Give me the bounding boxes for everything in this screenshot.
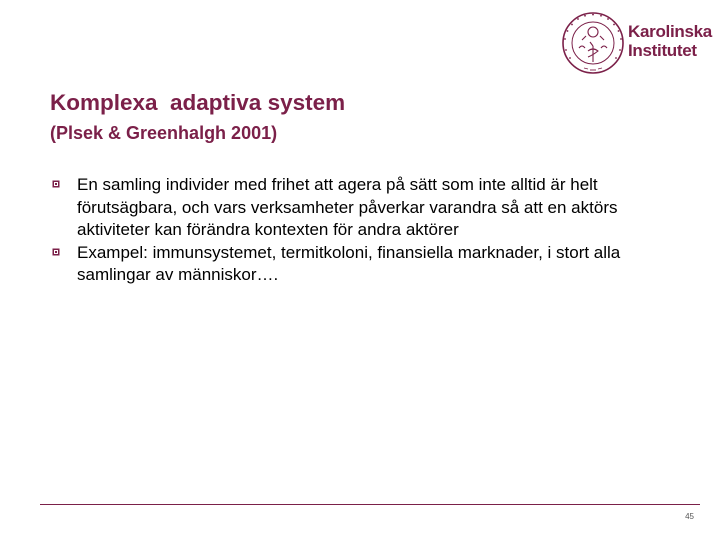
logo-line-2: Institutet xyxy=(628,41,697,60)
karolinska-seal-icon xyxy=(560,10,626,76)
bullet-item xyxy=(50,242,660,287)
bullet-text: Exampel: immunsystemet, termitkoloni, finansiella marknader, i stort alla samlingar av människor…. xyxy=(77,242,621,285)
slide-title: Komplexa adaptiva system xyxy=(50,90,346,115)
karolinska-logo xyxy=(560,10,712,76)
square-bullet-icon xyxy=(52,248,60,256)
square-bullet-icon xyxy=(52,180,60,188)
bullet-list xyxy=(50,174,660,287)
bullet-text: En samling individer med frihet att agera på sätt som inte alltid är helt förutsägbara, och vars verksamheter påverkar varandra så att en aktörs aktiviteter kan förändra kontexten för andra aktörer xyxy=(77,175,618,240)
bullet-item xyxy=(50,174,660,242)
logo-wordmark xyxy=(628,22,712,60)
page-number: 45 xyxy=(685,512,694,521)
footer-divider xyxy=(40,504,700,505)
logo-line-1: Karolinska xyxy=(628,22,712,41)
slide-subtitle: (Plsek & Greenhalgh 2001) xyxy=(50,123,278,143)
